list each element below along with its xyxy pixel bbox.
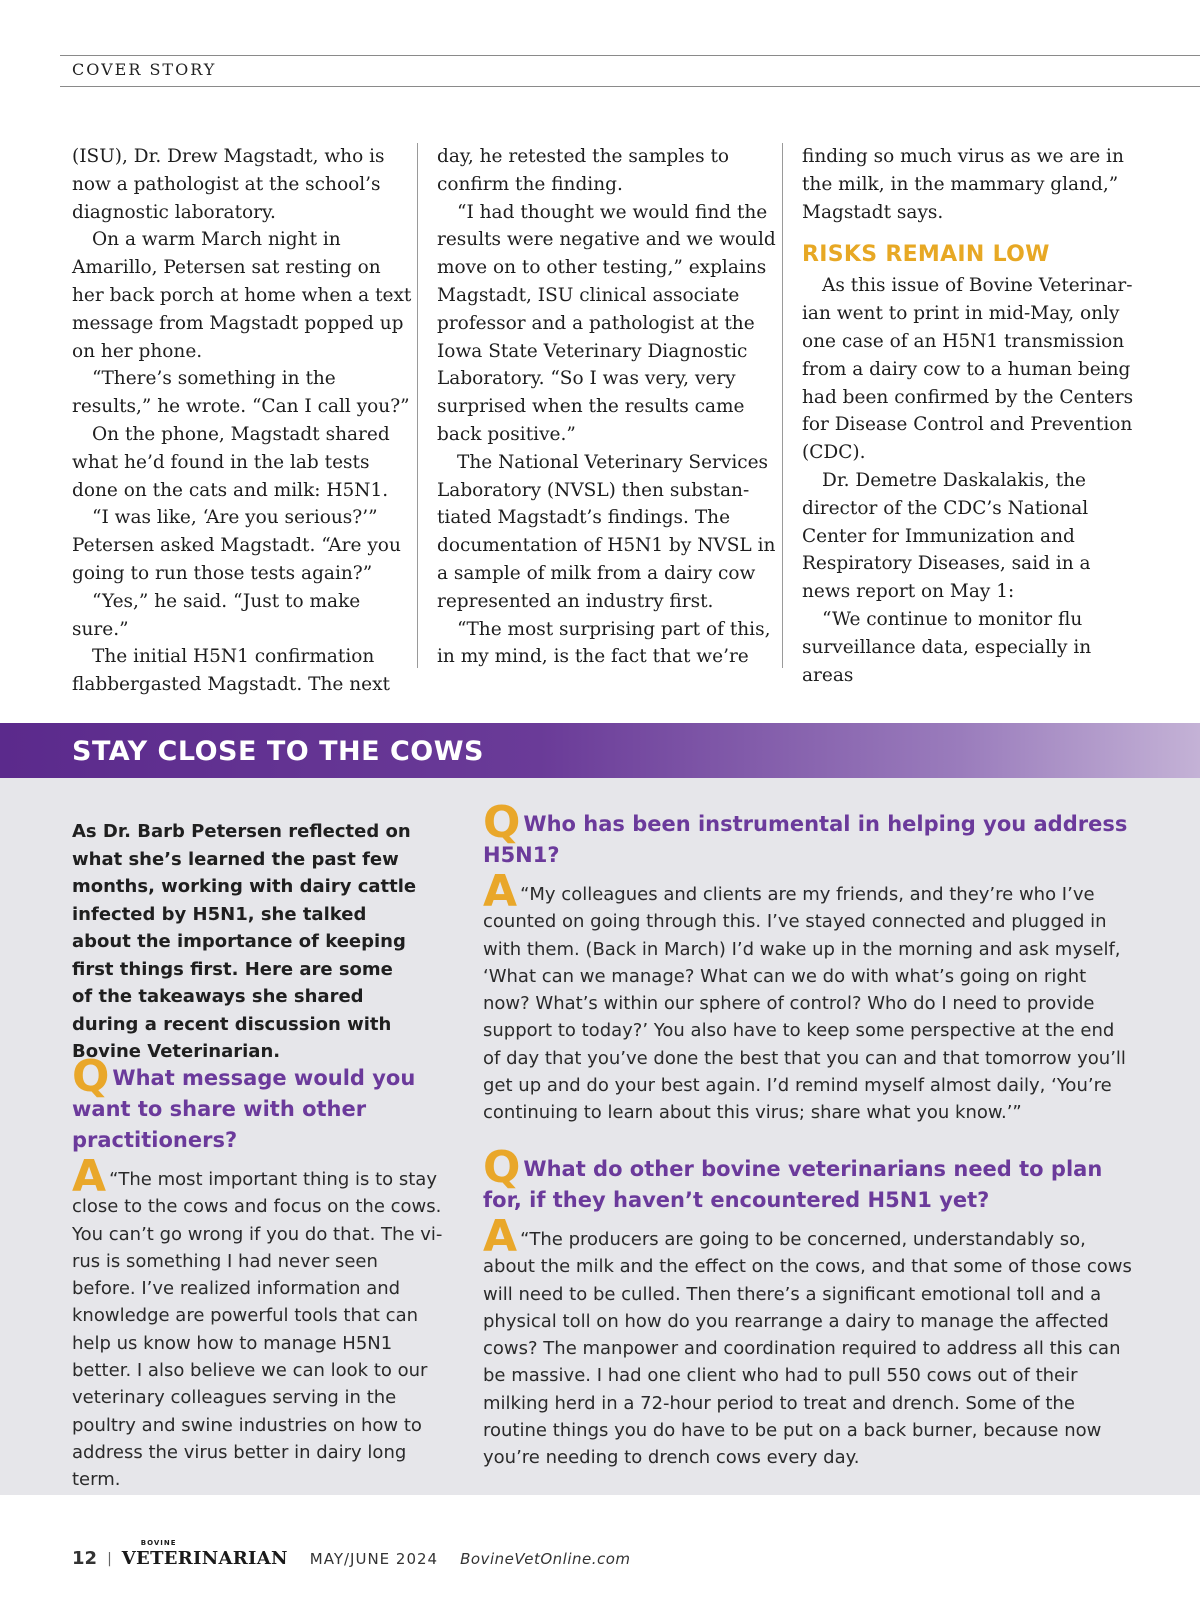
paragraph: finding so much virus as we are in the milk, in the mammary gland,” Magstadt says. [802,146,1124,223]
paragraph: On a warm March night in Amarillo, Petersen sat resting on her back porch at home when a text message from Magstadt popped up on her phone. [72,229,412,362]
paragraph: “The most surprising part of this, in my mind, is the fact that we’re [437,618,771,668]
footer-separator: | [107,1550,112,1567]
article-column-2 [437,143,777,671]
answer: A “The most important thing is to stay close to the cows and focus on the cows. You can’t go wrong if you do that. The virus is something I had never seen before. I’ve realized information and knowledge are powerful tools that can help us know how to manage H5N1 better. I also believe we can look to our veterinary colleagues serving in the poultry and swine industries on how to address the virus better in dairy long term. [72,1151,443,1491]
sidebar-intro: As Dr. Barb Petersen reflected on what she’s learned the past few months, working with dairy cattle infected by H5N1, she talked about the importance of keeping first things first. Here are some of the takeaways she shared during a recent discussion with Bovine Veterinarian. [72,821,417,1062]
magazine-logo [121,1539,288,1569]
paragraph: Dr. Demetre Daskalakis, the director of the CDC’s National Center for Immunization and Respiratory Diseases, said in a news report on May 1: [802,469,1091,603]
a-marker: A [483,1211,518,1262]
paragraph: “I had thought we would find the results were negative and we would move on to other testing,” explains Magstadt, ISU clinical associate professor and a pathologist at the Iowa State Veterinary Diagnostic Laboratory. “So I was very, very surprised when the results came back positive.” [437,201,776,445]
issue-date: MAY/JUNE 2024 [309,1549,439,1568]
q-marker: Q [483,1142,521,1193]
q-marker: Q [483,797,521,848]
q-marker: Q [72,1051,110,1102]
paragraph: The National Veterinary Services Laboratory (NVSL) then substantiated Magstadt’s findings. The documentation of H5N1 by NVSL in a sample of milk from a dairy cow represented an industry first. [437,451,776,612]
paragraph: “There’s something in the results,” he wrote. “Can I call you?” [72,368,410,418]
subhead-risks: RISKS REMAIN LOW [802,242,1050,268]
sidebar-title: STAY CLOSE TO THE COWS [72,736,484,767]
header-rule-top [60,55,1200,56]
paragraph: day, he retested the samples to confirm the finding. [437,146,730,195]
paragraph: On the phone, Magstadt shared what he’d found in the lab tests done on the cats and milk: H5N1. [72,423,390,501]
qa-block-1 [72,1051,444,1494]
qa-block-3 [483,1142,1133,1472]
page-number: 12 [72,1548,98,1569]
paragraph: “We continue to monitor flu surveillance data, especially in areas [802,608,1092,686]
paragraph: “Yes,” he said. “Just to make sure.” [72,590,361,640]
question: Q Who has been instrumental in helping you address H5N1? [483,797,1128,867]
article-column-3 [802,143,1142,689]
logo-small-text: BOVINE [140,1539,177,1547]
header-rule-bottom [60,86,1200,87]
answer: A “The producers are going to be concerned, understandably so, about the milk and the effect on the cows, and that some of those cows will need to be culled. Then there’s a significant emotional toll and a physical toll on how do you rearrange a dairy to manage the affected cows? The manpower and coordination required to address all this can be massive. I had one client who had to pull 550 cows out of their milking herd in a 72-hour period to treat and drench. Some of the routine things you do have to be put on a back burner, because now you’re needing to drench cows every day. [483,1211,1132,1469]
question: Q What message would you want to share with other practitioners? [72,1051,416,1152]
qa-block-2 [483,797,1133,1127]
a-marker: A [483,866,518,917]
website-link[interactable]: BovineVetOnline.com [460,1549,631,1568]
paragraph: (ISU), Dr. Drew Magstadt, who is now a pathologist at the school’s diagnostic laboratory. [72,146,385,223]
page-footer [72,1539,631,1569]
paragraph: The initial H5N1 confirmation flabbergasted Magstadt. The next [72,646,390,696]
paragraph: As this issue of Bovine Veterinarian went to print in mid-May, only one case of an H5N1 transmission from a dairy cow to a human being had been confirmed by the Centers for Disease Control and Prevention (CDC). [802,275,1134,464]
section-label: COVER STORY [72,60,217,79]
column-divider [782,143,783,668]
article-column-1 [72,143,412,699]
a-marker: A [72,1151,107,1202]
logo-main-text: VETERINARIAN [121,1548,288,1569]
column-divider [417,143,418,668]
answer: A “My colleagues and clients are my friends, and they’re who I’ve counted on going through this. I’ve stayed connected and plugged in with them. (Back in March) I’d wake up in the morning and ask myself, ‘What can we manage? What can we do with what’s going on right now? What’s within our sphere of control? Who do I need to provide support to today?’ You also have to keep some perspective at the end of day that you’ve done the best that you can and that tomorrow you’ll get up and do your best again. I’d remind myself almost daily, ‘You’re continuing to learn about this virus; share what you know.’” [483,866,1126,1124]
paragraph: “I was like, ‘Are you serious?’” Petersen asked Magstadt. “Are you going to run those tests again?” [72,507,401,584]
question: Q What do other bovine veterinarians need to plan for, if they haven’t encountered H5N1 yet? [483,1142,1103,1212]
